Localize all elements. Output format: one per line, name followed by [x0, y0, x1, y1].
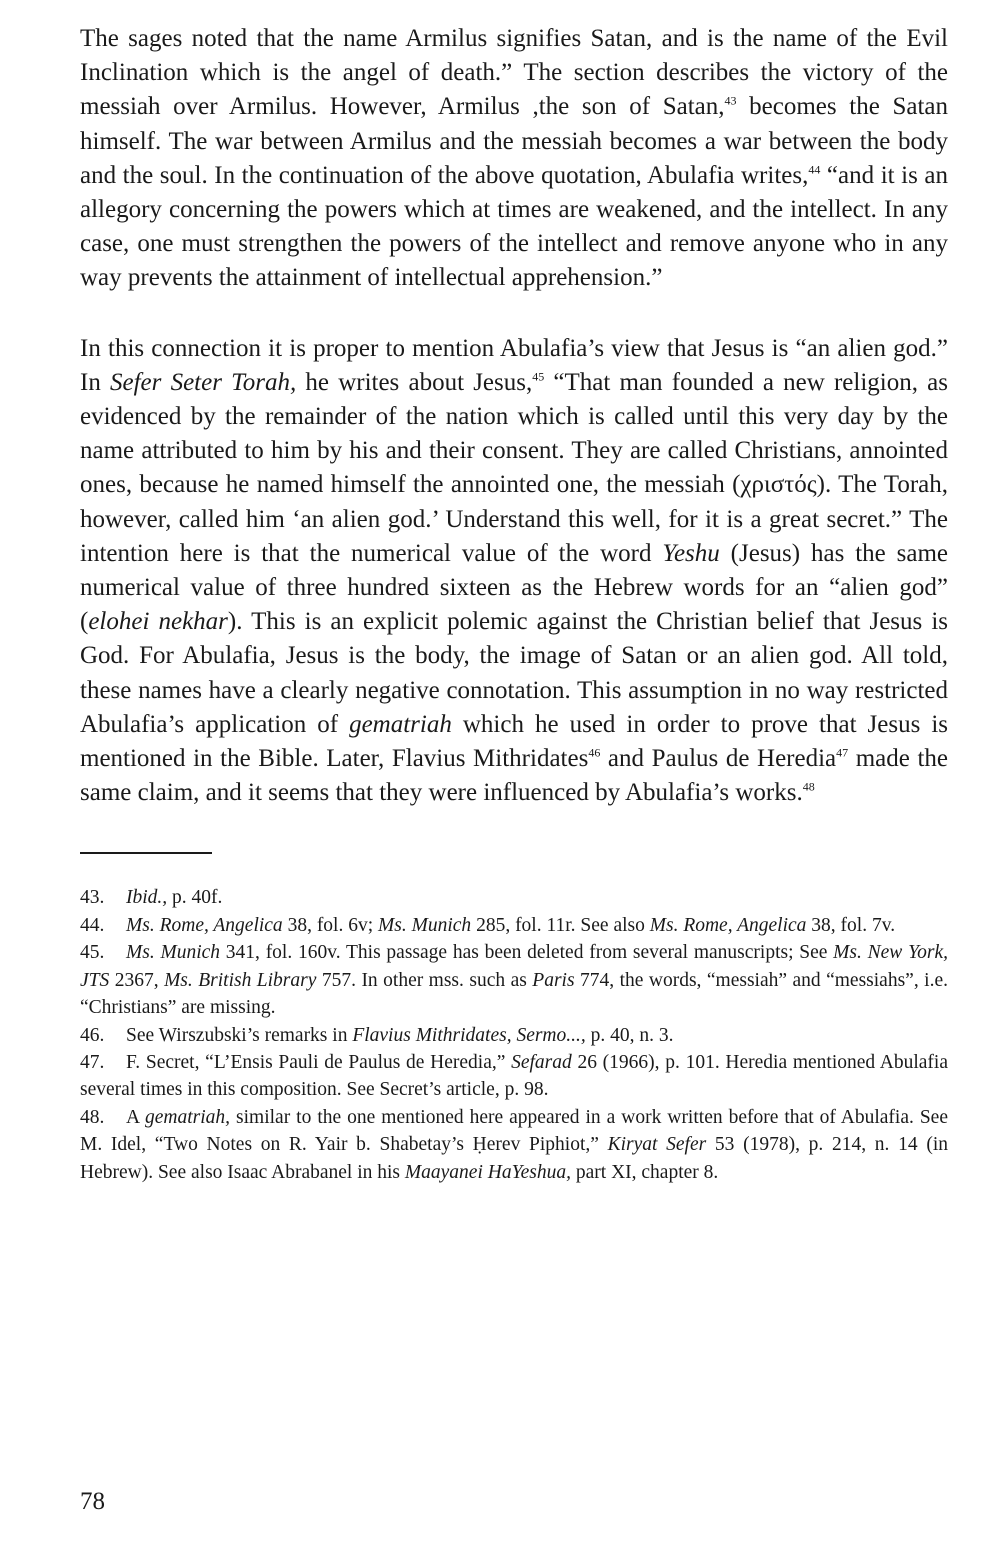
text-run: 38, fol. 7v. — [806, 914, 896, 936]
footnote-ref-46[interactable]: 46 — [588, 745, 601, 760]
text-run: and Paulus de Heredia — [600, 745, 837, 773]
citation-italic: Ms. Munich — [126, 942, 221, 964]
text-run: 774, the words, “messiah” and “messiahs”, i.e. “Christians” are missing. — [80, 969, 948, 1019]
text-run: becomes the Satan himself. The war between Armilus and the messiah becomes a war between the body and the soul. In the continuation of the above quotation, Abulafia writes, — [80, 93, 948, 189]
footnote-divider — [80, 852, 212, 854]
footnote-number: 47. — [80, 1051, 105, 1073]
text-run: The Torah, however, called him ‘an alien god.’ Understand this well, for it is a great secret.” The intention here is that the numerical value of the word — [80, 471, 949, 567]
text-run: A — [126, 1106, 145, 1128]
footnote-45 — [80, 939, 948, 1021]
text-run: he writes about Jesus, — [296, 368, 533, 396]
text-run: made the same claim, and it seems that they were influenced by Abulafia’s works. — [80, 745, 948, 807]
page-content — [80, 22, 948, 1186]
text-run: 285, fol. 11r. See also — [471, 914, 650, 936]
citation-italic: Ms. British Library — [164, 969, 317, 991]
footnote-ref-47[interactable]: 47 — [836, 745, 849, 760]
text-run: 757. In other mss. such as — [316, 969, 533, 991]
citation-italic: Kiryat Sefer — [607, 1134, 707, 1156]
text-run: 2367, — [109, 969, 165, 991]
footnote-ref-44[interactable]: 44 — [808, 162, 821, 177]
footnote-number: 48. — [80, 1106, 105, 1128]
text-run: “That man founded a new religion, as evidenced by the remainder of the nation which is called until this very day by the name attributed to him by his and their consent. They are called Christians, annointed ones, because he named himself the annointed one, the messiah — [80, 368, 948, 499]
text-run: ). This is an explicit polemic against the Christian belief that Jesus is God. For Abulafia, Jesus is the body, the image of Satan or an alien god. All told, these names have a clearly negative connotation. This assumption in no way restricted Abulafia’s application of — [80, 608, 948, 738]
text-run: (Jesus) has the same numerical value of three hundred sixteen as the Hebrew words for an “alien god” ( — [80, 539, 949, 636]
citation-italic: Ms. Munich — [378, 914, 472, 936]
citation-italic: Paris — [532, 969, 575, 991]
text-run: p. 40f. — [167, 887, 223, 909]
footnotes — [80, 884, 948, 1185]
text-run: F. Secret, “L’Ensis Pauli de Paulus de Heredia,” — [126, 1051, 512, 1073]
text-run: 38, fol. 6v; — [282, 914, 379, 936]
text-run: similar to the one mentioned here appeared in a work written before that of Abulafia. See M. Idel, “Two Notes on R. Yair b. Shabetay’s Ḥerev Piphiot,” — [80, 1106, 948, 1156]
citation-italic: Sefarad — [511, 1051, 572, 1073]
citation-italic: Maayanei HaYeshua, — [404, 1161, 571, 1183]
footnote-46 — [80, 1022, 948, 1049]
paragraph-armilus — [80, 22, 948, 296]
footnote-number: 43. — [80, 887, 105, 909]
text-run: 53 (1978), p. 214, n. 14 (in Hebrew). See also Isaac Abrabanel in his — [80, 1134, 948, 1183]
page-number: 78 — [80, 1488, 105, 1515]
footnote-number: 46. — [80, 1024, 105, 1046]
citation-italic: Ms. Rome, Angelica — [126, 914, 283, 936]
term-gematriah: gematriah — [349, 710, 452, 738]
footnote-43 — [80, 884, 948, 911]
footnote-48 — [80, 1104, 948, 1186]
term-elohei-nekhar: elohei nekhar — [88, 608, 228, 636]
paragraph-jesus — [80, 332, 948, 811]
text-run: p. 40, n. 3. — [585, 1024, 674, 1046]
text-run: part XI, chapter 8. — [571, 1161, 719, 1183]
term-yeshu: Yeshu — [662, 539, 720, 567]
text-run: In this connection it is proper to mention Abulafia’s view that Jesus is “an alien god.” In — [80, 334, 948, 396]
footnote-44 — [80, 912, 948, 939]
footnote-number: 45. — [80, 942, 105, 964]
citation-italic: gematriah, — [145, 1106, 231, 1128]
text-run: “and it is an allegory concerning the powers which at times are weakened, and the intellect. In any case, one must strengthen the powers of the intellect and remove anyone who in any way prevents the attainment of intellectual apprehension.” — [80, 161, 948, 292]
text-run: 26 (1966), p. 101. Heredia mentioned Abulafia several times in this composition. See Secret’s article, p. 98. — [80, 1051, 949, 1101]
text-run: The sages noted that the name Armilus signifies Satan, and is the name of the Evil Inclination which is the angel of death.” The section describes the victory of the messiah over Armilus. However, Armilus ,the son of Satan, — [80, 25, 948, 121]
citation-italic: Flavius Mithridates, Sermo..., — [352, 1024, 586, 1046]
footnote-ref-48[interactable]: 48 — [802, 779, 815, 794]
footnote-number: 44. — [80, 914, 105, 936]
greek-term: (χριστός). — [732, 471, 832, 499]
footnote-47 — [80, 1049, 948, 1104]
citation-italic: Ms. New York, JTS — [80, 942, 948, 991]
text-run: 341, fol. 160v. This passage has been deleted from several manuscripts; See — [220, 942, 834, 964]
footnote-ref-45[interactable]: 45 — [532, 369, 545, 384]
footnote-ref-43[interactable]: 43 — [724, 94, 737, 109]
text-run: which he used in order to prove that Jesus is mentioned in the Bible. Later, Flavius Mithridates — [80, 710, 948, 773]
text-run: See Wirszubski’s remarks in — [126, 1024, 353, 1046]
book-title: Sefer Seter Torah, — [110, 368, 297, 396]
citation-italic: Ibid., — [126, 887, 168, 909]
citation-italic: Ms. Rome, Angelica — [649, 914, 807, 936]
